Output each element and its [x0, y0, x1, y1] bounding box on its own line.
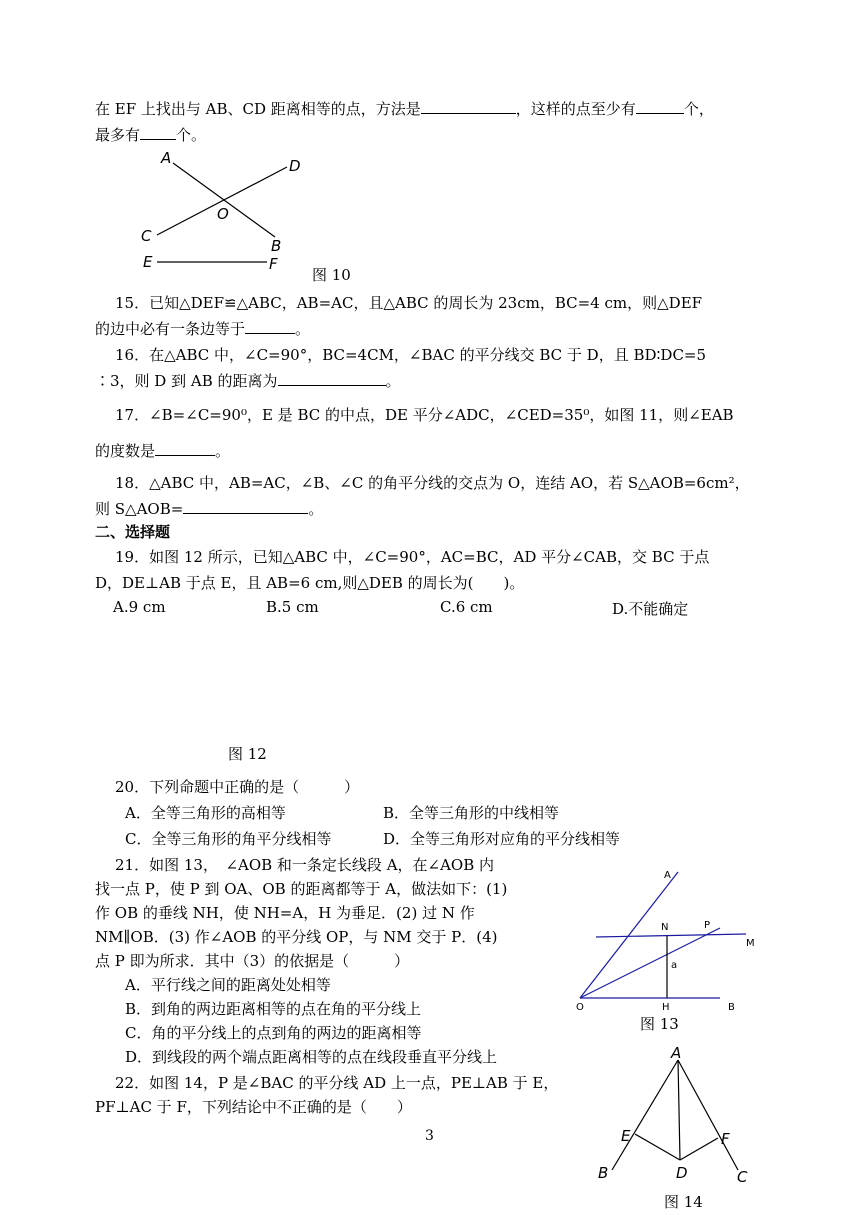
- figure-13: [570, 860, 760, 1020]
- q21-option-c[interactable]: C．角的平分线上的点到角的两边的距离相等: [125, 1024, 422, 1042]
- section-title: 二、选择题: [95, 523, 171, 541]
- q20-option-b[interactable]: B．全等三角形的中线相等: [383, 804, 560, 822]
- blank-q17[interactable]: [155, 441, 215, 456]
- q21-line3: 作 OB 的垂线 NH，使 NH=A，H 为垂足．(2) 过 N 作: [95, 904, 475, 922]
- q14-line1: 在 EF 上找出与 AB、CD 距离相等的点，方法是 ，这样的点至少有 个，: [95, 100, 714, 118]
- q18-line1: 18．△ABC 中，AB=AC，∠B、∠C 的角平分线的交点为 O，连结 AO，若 S△AOB=6cm²，: [115, 474, 750, 492]
- q22-line2: PF⊥AC 于 F，下列结论中不正确的是（ ）: [95, 1098, 412, 1116]
- fig13-label-h: H: [662, 1002, 670, 1013]
- q16-line2: ∶3，则 D 到 AB 的距离为 。: [95, 372, 401, 390]
- fig13-label-m: M: [746, 938, 755, 949]
- fig10-label-d: D: [289, 157, 301, 175]
- fig10-label-a: A: [161, 149, 172, 167]
- q20-option-c[interactable]: C．全等三角形的角平分线相等: [125, 830, 332, 848]
- blank-max[interactable]: [140, 125, 176, 140]
- fig10-label-o: O: [217, 205, 229, 223]
- q21-option-b[interactable]: B．到角的两边距离相等的点在角的平分线上: [125, 1000, 422, 1018]
- blank-min[interactable]: [636, 99, 684, 114]
- fig14-caption: 图 14: [664, 1193, 703, 1211]
- blank-q15[interactable]: [245, 319, 295, 334]
- fig13-label-o: O: [576, 1002, 584, 1013]
- q20-option-a[interactable]: A．全等三角形的高相等: [125, 804, 286, 822]
- q21-line2: 找一点 P，使 P 到 OA、OB 的距离都等于 A，做法如下：(1): [95, 880, 508, 898]
- q20-stem: 20．下列命题中正确的是（ ）: [115, 778, 360, 796]
- fig10-caption: 图 10: [312, 266, 351, 284]
- q15-line2: 的边中必有一条边等于 。: [95, 320, 311, 338]
- q21-line5: 点 P 即为所求．其中（3）的依据是（ ）: [95, 952, 410, 970]
- fig13-label-b: B: [728, 1002, 735, 1013]
- fig14-label-e: E: [621, 1127, 631, 1145]
- page-number: 3: [425, 1128, 434, 1144]
- fig13-label-p: P: [704, 920, 711, 931]
- q19-option-a[interactable]: A.9 cm: [113, 598, 166, 616]
- fig13-caption: 图 13: [640, 1015, 679, 1033]
- q16-line1: 16．在△ABC 中，∠C=90°，BC=4CM，∠BAC 的平分线交 BC 于 D，且 BD∶DC=5: [115, 346, 707, 364]
- fig14-label-b: B: [598, 1164, 609, 1182]
- q19-line1: 19．如图 12 所示，已知△ABC 中，∠C=90°，AC=BC，AD 平分∠CAB，交 BC 于点: [115, 548, 710, 566]
- fig13-label-n: N: [661, 922, 669, 933]
- fig14-label-c: C: [737, 1168, 748, 1186]
- blank-q16[interactable]: [278, 371, 386, 386]
- q21-option-d[interactable]: D．到线段的两个端点距离相等的点在线段垂直平分线上: [125, 1048, 498, 1066]
- q21-line4: NM∥OB．(3) 作∠AOB 的平分线 OP，与 NM 交于 P．(4): [95, 928, 498, 946]
- q19-option-c[interactable]: C.6 cm: [440, 598, 493, 616]
- fig10-label-c: C: [141, 227, 152, 245]
- q21-option-a[interactable]: A．平行线之间的距离处处相等: [125, 976, 331, 994]
- q14-line2: 最多有 个。: [95, 126, 207, 144]
- fig10-label-b: B: [271, 237, 282, 255]
- blank-method[interactable]: [421, 99, 516, 114]
- figure-14: [590, 1042, 770, 1194]
- q19-option-b[interactable]: B.5 cm: [266, 598, 319, 616]
- fig14-label-a: A: [671, 1044, 682, 1062]
- fig10-label-e: E: [143, 253, 153, 271]
- q19-line2: D，DE⊥AB 于点 E，且 AB=6 cm,则△DEB 的周长为( )。: [95, 574, 525, 592]
- fig13-label-a: A: [664, 870, 671, 881]
- q17-line2: 的度数是 。: [95, 442, 231, 460]
- q19-option-d[interactable]: D.不能确定: [612, 600, 689, 618]
- fig12-caption: 图 12: [228, 745, 267, 763]
- fig10-label-f: F: [269, 255, 278, 273]
- q22-line1: 22．如图 14，P 是∠BAC 的平分线 AD 上一点，PE⊥AB 于 E，: [115, 1074, 559, 1092]
- q15-line1: 15．已知△DEF≌△ABC，AB=AC，且△ABC 的周长为 23cm，BC=4 cm，则△DEF: [115, 294, 703, 312]
- fig14-label-f: F: [721, 1130, 730, 1148]
- fig13-label-a-segment: a: [671, 960, 678, 971]
- fig14-label-d: D: [676, 1164, 688, 1182]
- q21-line1: 21．如图 13， ∠AOB 和一条定长线段 A，在∠AOB 内: [115, 856, 495, 874]
- figure-10: [135, 145, 315, 275]
- blank-q18[interactable]: [183, 499, 308, 514]
- q17-line1: 17．∠B=∠C=90⁰，E 是 BC 的中点，DE 平分∠ADC，∠CED=35⁰，如图 11，则∠EAB: [115, 406, 734, 424]
- q20-option-d[interactable]: D．全等三角形对应角的平分线相等: [383, 830, 621, 848]
- q18-line2: 则 S△AOB= 。: [95, 500, 324, 518]
